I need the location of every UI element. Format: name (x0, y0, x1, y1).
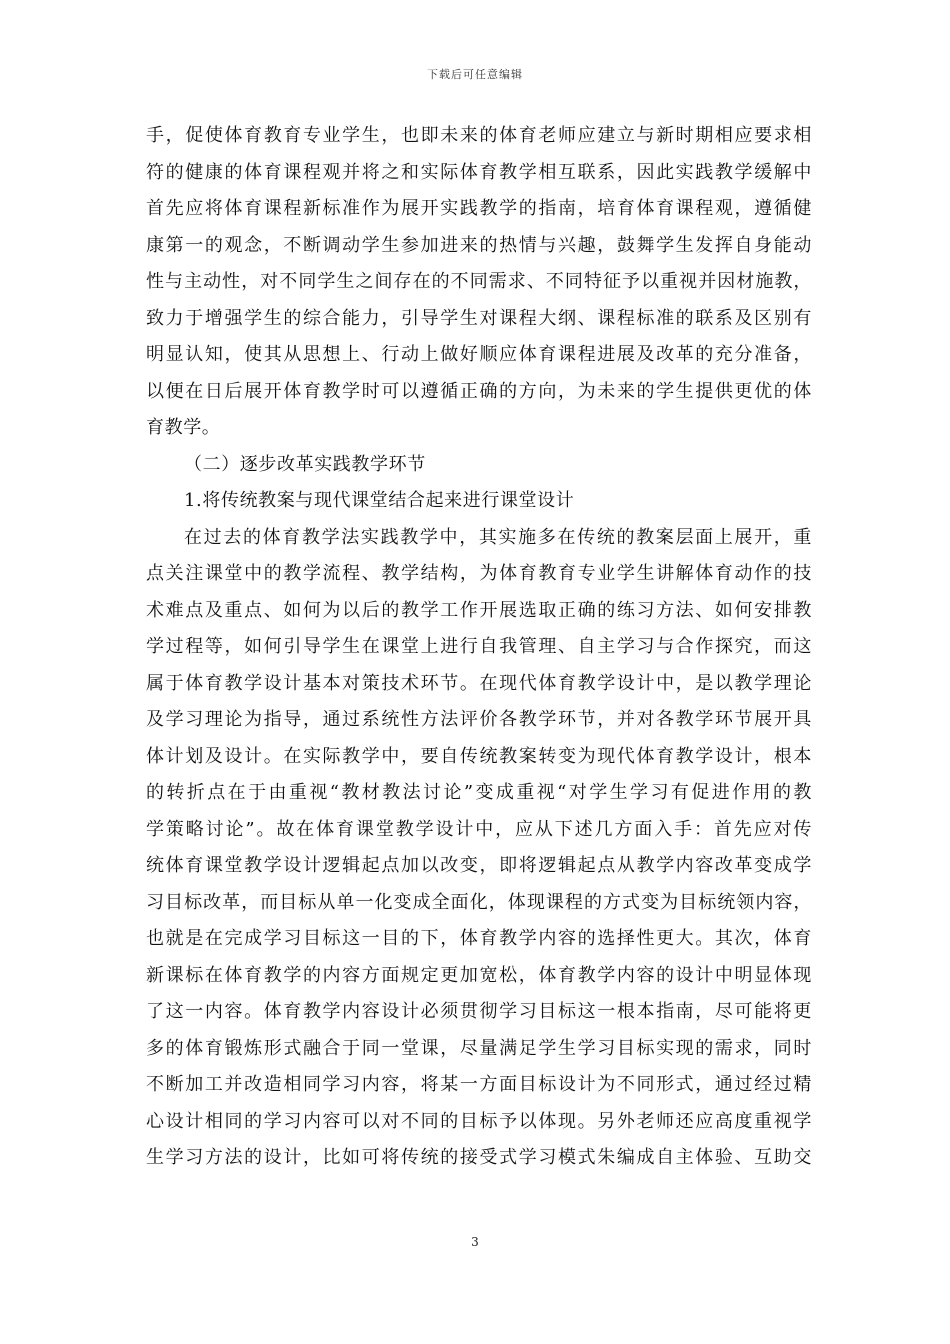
paragraph-line: 习目标改革，而目标从单一化变成全面化，体现课程的方式变为目标统领内容， (146, 891, 812, 913)
paragraph-line: 心设计相同的学习内容可以对不同的目标予以体现。另外老师还应高度重视学 (146, 1110, 812, 1132)
paragraph-line: 学策略讨论”。故在体育课堂教学设计中，应从下述几方面入手：首先应对传 (146, 818, 812, 840)
paragraph-line: 及学习理论为指导，通过系统性方法评价各教学环节，并对各教学环节展开具 (146, 709, 812, 730)
paragraph-line: 多的体育锻炼形式融合于同一堂课，尽量满足学生学习目标实现的需求，同时 (146, 1037, 812, 1059)
paragraph-line-first: 在过去的体育教学法实践教学中，其实施多在传统的教案层面上展开，重 (184, 526, 812, 548)
paragraph-line: 的转折点在于由重视“教材教法讨论”变成重视“对学生学习有促进作用的教 (146, 782, 812, 803)
paragraph-line: 也就是在完成学习目标这一目的下，体育教学内容的选择性更大。其次，体育 (146, 928, 812, 949)
page-number: 3 (471, 1235, 479, 1249)
subsection-heading: 1.将传统教案与现代课堂结合起来进行课堂设计 (184, 490, 575, 511)
page-header: 下载后可任意编辑 (427, 68, 523, 81)
paragraph-line: 符的健康的体育课程观并将之和实际体育教学相互联系，因此实践教学缓解中 (146, 161, 812, 183)
paragraph-line: 康第一的观念，不断调动学生参加进来的热情与兴趣，鼓舞学生发挥自身能动 (146, 234, 812, 256)
paragraph-line: 明显认知，使其从思想上、行动上做好顺应体育课程进展及改革的充分准备， (146, 344, 812, 365)
paragraph-line: 性与主动性，对不同学生之间存在的不同需求、不同特征予以重视并因材施教， (146, 271, 812, 292)
paragraph-line: 不断加工并改造相同学习内容，将某一方面目标设计为不同形式，通过经过精 (146, 1074, 812, 1095)
paragraph-line: 手，促使体育教育专业学生，也即未来的体育老师应建立与新时期相应要求相 (146, 125, 812, 146)
paragraph-line: 以便在日后展开体育教学时可以遵循正确的方向，为未来的学生提供更优的体 (146, 380, 812, 402)
paragraph-line: 属于体育教学设计基本对策技术环节。在现代体育教学设计中，是以教学理论 (146, 672, 812, 694)
paragraph-line: 生学习方法的设计，比如可将传统的接受式学习模式朱编成自主体验、互助交 (146, 1147, 812, 1168)
paragraph-line: 术难点及重点、如何为以后的教学工作开展选取正确的练习方法、如何安排教 (146, 599, 812, 621)
paragraph-line: 了这一内容。体育教学内容设计必须贯彻学习目标这一根本指南，尽可能将更 (146, 1001, 812, 1022)
paragraph-line-last: 育教学。 (146, 417, 221, 438)
document-body (146, 118, 812, 1177)
paragraph-line: 统体育课堂教学设计逻辑起点加以改变，即将逻辑起点从教学内容改革变成学 (146, 855, 812, 876)
paragraph-line: 体计划及设计。在实际教学中，要自传统教案转变为现代体育教学设计，根本 (146, 745, 812, 767)
paragraph-line: 新课标在体育教学的内容方面规定更加宽松，体育教学内容的设计中明显体现 (146, 964, 812, 986)
section-heading: （二）逐步改革实践教学环节 (184, 453, 426, 475)
paragraph-line: 点关注课堂中的教学流程、教学结构，为体育教育专业学生讲解体育动作的技 (146, 563, 812, 584)
paragraph-line: 学过程等，如何引导学生在课堂上进行自我管理、自主学习与合作探究，而这 (146, 636, 812, 657)
paragraph-line: 首先应将体育课程新标准作为展开实践教学的指南，培育体育课程观，遵循健 (146, 198, 812, 219)
paragraph-line: 致力于增强学生的综合能力，引导学生对课程大纲、课程标准的联系及区别有 (146, 307, 812, 329)
